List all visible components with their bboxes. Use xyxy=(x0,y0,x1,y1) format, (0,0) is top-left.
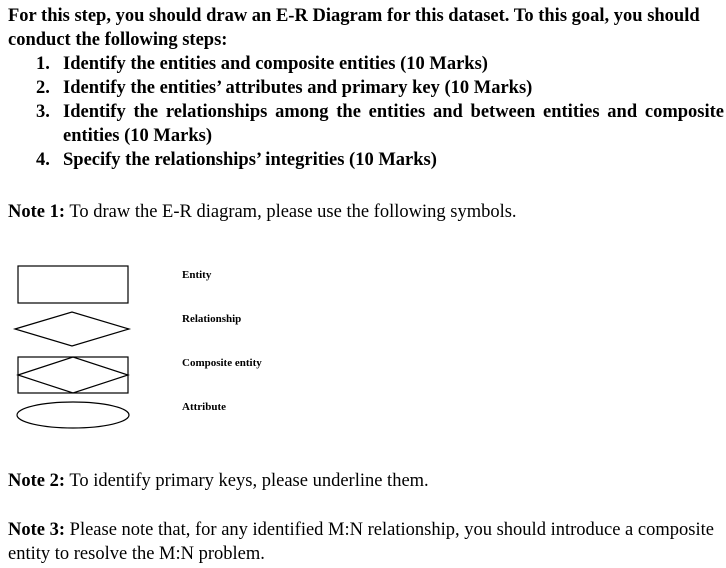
entity-rectangle-icon xyxy=(18,266,128,303)
composite-entity-icon xyxy=(18,357,128,393)
composite-entity-label: Composite entity xyxy=(182,357,262,369)
step-number: 3. xyxy=(36,102,50,122)
step-number: 4. xyxy=(36,150,50,170)
note-2 xyxy=(8,469,724,493)
instructions xyxy=(8,4,724,172)
step-item xyxy=(8,100,724,148)
note-2-text: To identify primary keys, please underline them. xyxy=(65,471,429,491)
symbol-legend xyxy=(10,260,150,440)
intro-paragraph: For this step, you should draw an E-R Diagram for this dataset. To this goal, you should conduct the following steps: xyxy=(8,6,700,50)
step-item xyxy=(8,148,724,172)
note-2-label: Note 2: xyxy=(8,471,66,491)
steps-list xyxy=(8,52,724,172)
relationship-label: Relationship xyxy=(182,313,242,325)
note-3-label: Note 3: xyxy=(8,520,66,540)
note-1-text: To draw the E-R diagram, please use the following symbols. xyxy=(65,202,517,222)
step-item xyxy=(8,52,724,76)
step-item xyxy=(8,76,724,100)
attribute-ellipse-icon xyxy=(17,402,129,428)
attribute-label: Attribute xyxy=(182,401,226,413)
step-text: Identify the entities’ attributes and primary key (10 Marks) xyxy=(63,78,533,98)
note-3 xyxy=(8,518,724,566)
step-number: 2. xyxy=(36,78,50,98)
step-text: Identify the relationships among the entities and between entities and composite entities (10 Marks) xyxy=(63,102,724,146)
step-text: Identify the entities and composite entities (10 Marks) xyxy=(63,54,488,74)
note-3-text: Please note that, for any identified M:N relationship, you should introduce a composite entity to resolve the M:N problem. xyxy=(8,520,714,564)
step-number: 1. xyxy=(36,54,50,74)
entity-label: Entity xyxy=(182,269,212,281)
relationship-diamond-icon xyxy=(15,312,129,346)
step-text: Specify the relationships’ integrities (10 Marks) xyxy=(63,150,437,170)
note-1 xyxy=(8,200,724,224)
note-1-label: Note 1: xyxy=(8,202,66,222)
